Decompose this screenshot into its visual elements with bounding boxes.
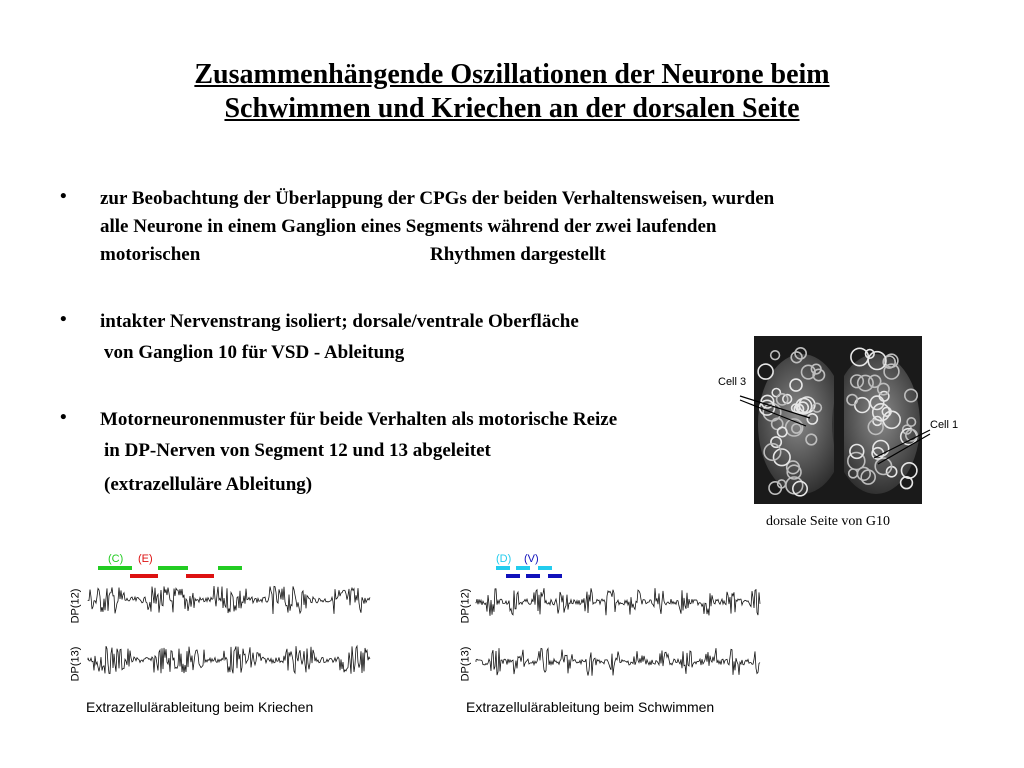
phase-bar [516, 566, 530, 570]
neuron-cell [758, 364, 773, 379]
bullet-2-line-1: intakter Nervenstrang isoliert; dorsale/ventrale Oberfläche [100, 311, 579, 332]
neuron-cell [771, 351, 780, 360]
crawl-legend-c: (C) [108, 553, 124, 565]
phase-bar [526, 574, 540, 578]
phase-bar [186, 574, 214, 578]
bullet-1-line-1: zur Beobachtung der Überlappung der CPGs der beiden Verhaltensweisen, wurden [100, 188, 775, 209]
figure-caption: dorsale Seite von G10 [766, 514, 891, 529]
page-title [0, 58, 1024, 126]
neuron-cell [901, 477, 913, 489]
bullet-3-line-2: in DP-Nerven von Segment 12 und 13 abgeleitet [104, 440, 491, 461]
title-line-1: Zusammenhängende Oszillationen der Neurone beim [194, 59, 830, 90]
title-line-2: Schwimmen und Kriechen an der dorsalen Seite [224, 93, 800, 124]
bullet-marker-2: • [60, 309, 67, 330]
trace-signal [88, 646, 370, 674]
swim-legend-d: (D) [496, 553, 512, 565]
crawl-label-dp12: DP(12) [69, 588, 82, 624]
phase-bar [218, 566, 242, 570]
callout-cell-3: Cell 3 [718, 376, 747, 388]
crawl-caption: Extrazellulärableitung beim Kriechen [86, 699, 314, 715]
bullet-marker-3: • [60, 407, 67, 428]
swim-caption: Extrazellulärableitung beim Schwimmen [466, 699, 715, 715]
phase-bar [496, 566, 510, 570]
trace-signal [476, 648, 760, 676]
phase-bar [548, 574, 562, 578]
phase-bar [506, 574, 520, 578]
swim-label-dp12: DP(12) [459, 588, 472, 624]
phase-bar [538, 566, 552, 570]
phase-bar [130, 574, 158, 578]
bullet-3-line-3: (extrazelluläre Ableitung) [104, 474, 313, 495]
bullet-1-line-3a: motorischen [100, 244, 201, 265]
callout-line-cell3-b [740, 400, 806, 426]
bullet-3-line-1: Motorneuronenmuster für beide Verhalten als motorische Reize [100, 409, 618, 430]
swim-trace-svg [454, 548, 764, 688]
callout-line-cell3-a [740, 396, 810, 418]
trace-signal [476, 588, 760, 616]
crawl-trace-svg [64, 548, 374, 688]
phase-bar [158, 566, 188, 570]
callout-cell-1: Cell 1 [930, 419, 959, 431]
bullet-1-line-3b: Rhythmen dargestellt [430, 244, 606, 265]
phase-bar [98, 566, 132, 570]
swim-label-dp13: DP(13) [459, 646, 472, 682]
bullet-2-line-2: von Ganglion 10 für VSD - Ableitung [104, 342, 405, 363]
crawl-legend-e: (E) [138, 553, 153, 565]
bullet-marker-1: • [60, 186, 67, 207]
trace-signal [88, 586, 370, 614]
callout-line-cell1-b [878, 434, 930, 464]
swim-trace-panel [454, 548, 764, 688]
bullet-1-line-2: alle Neurone in einem Ganglion eines Segments während der zwei laufenden [100, 216, 717, 237]
crawl-label-dp13: DP(13) [69, 646, 82, 682]
swim-legend-v: (V) [524, 553, 539, 565]
callout-line-cell1-a [874, 430, 930, 458]
crawl-trace-panel [64, 548, 374, 688]
